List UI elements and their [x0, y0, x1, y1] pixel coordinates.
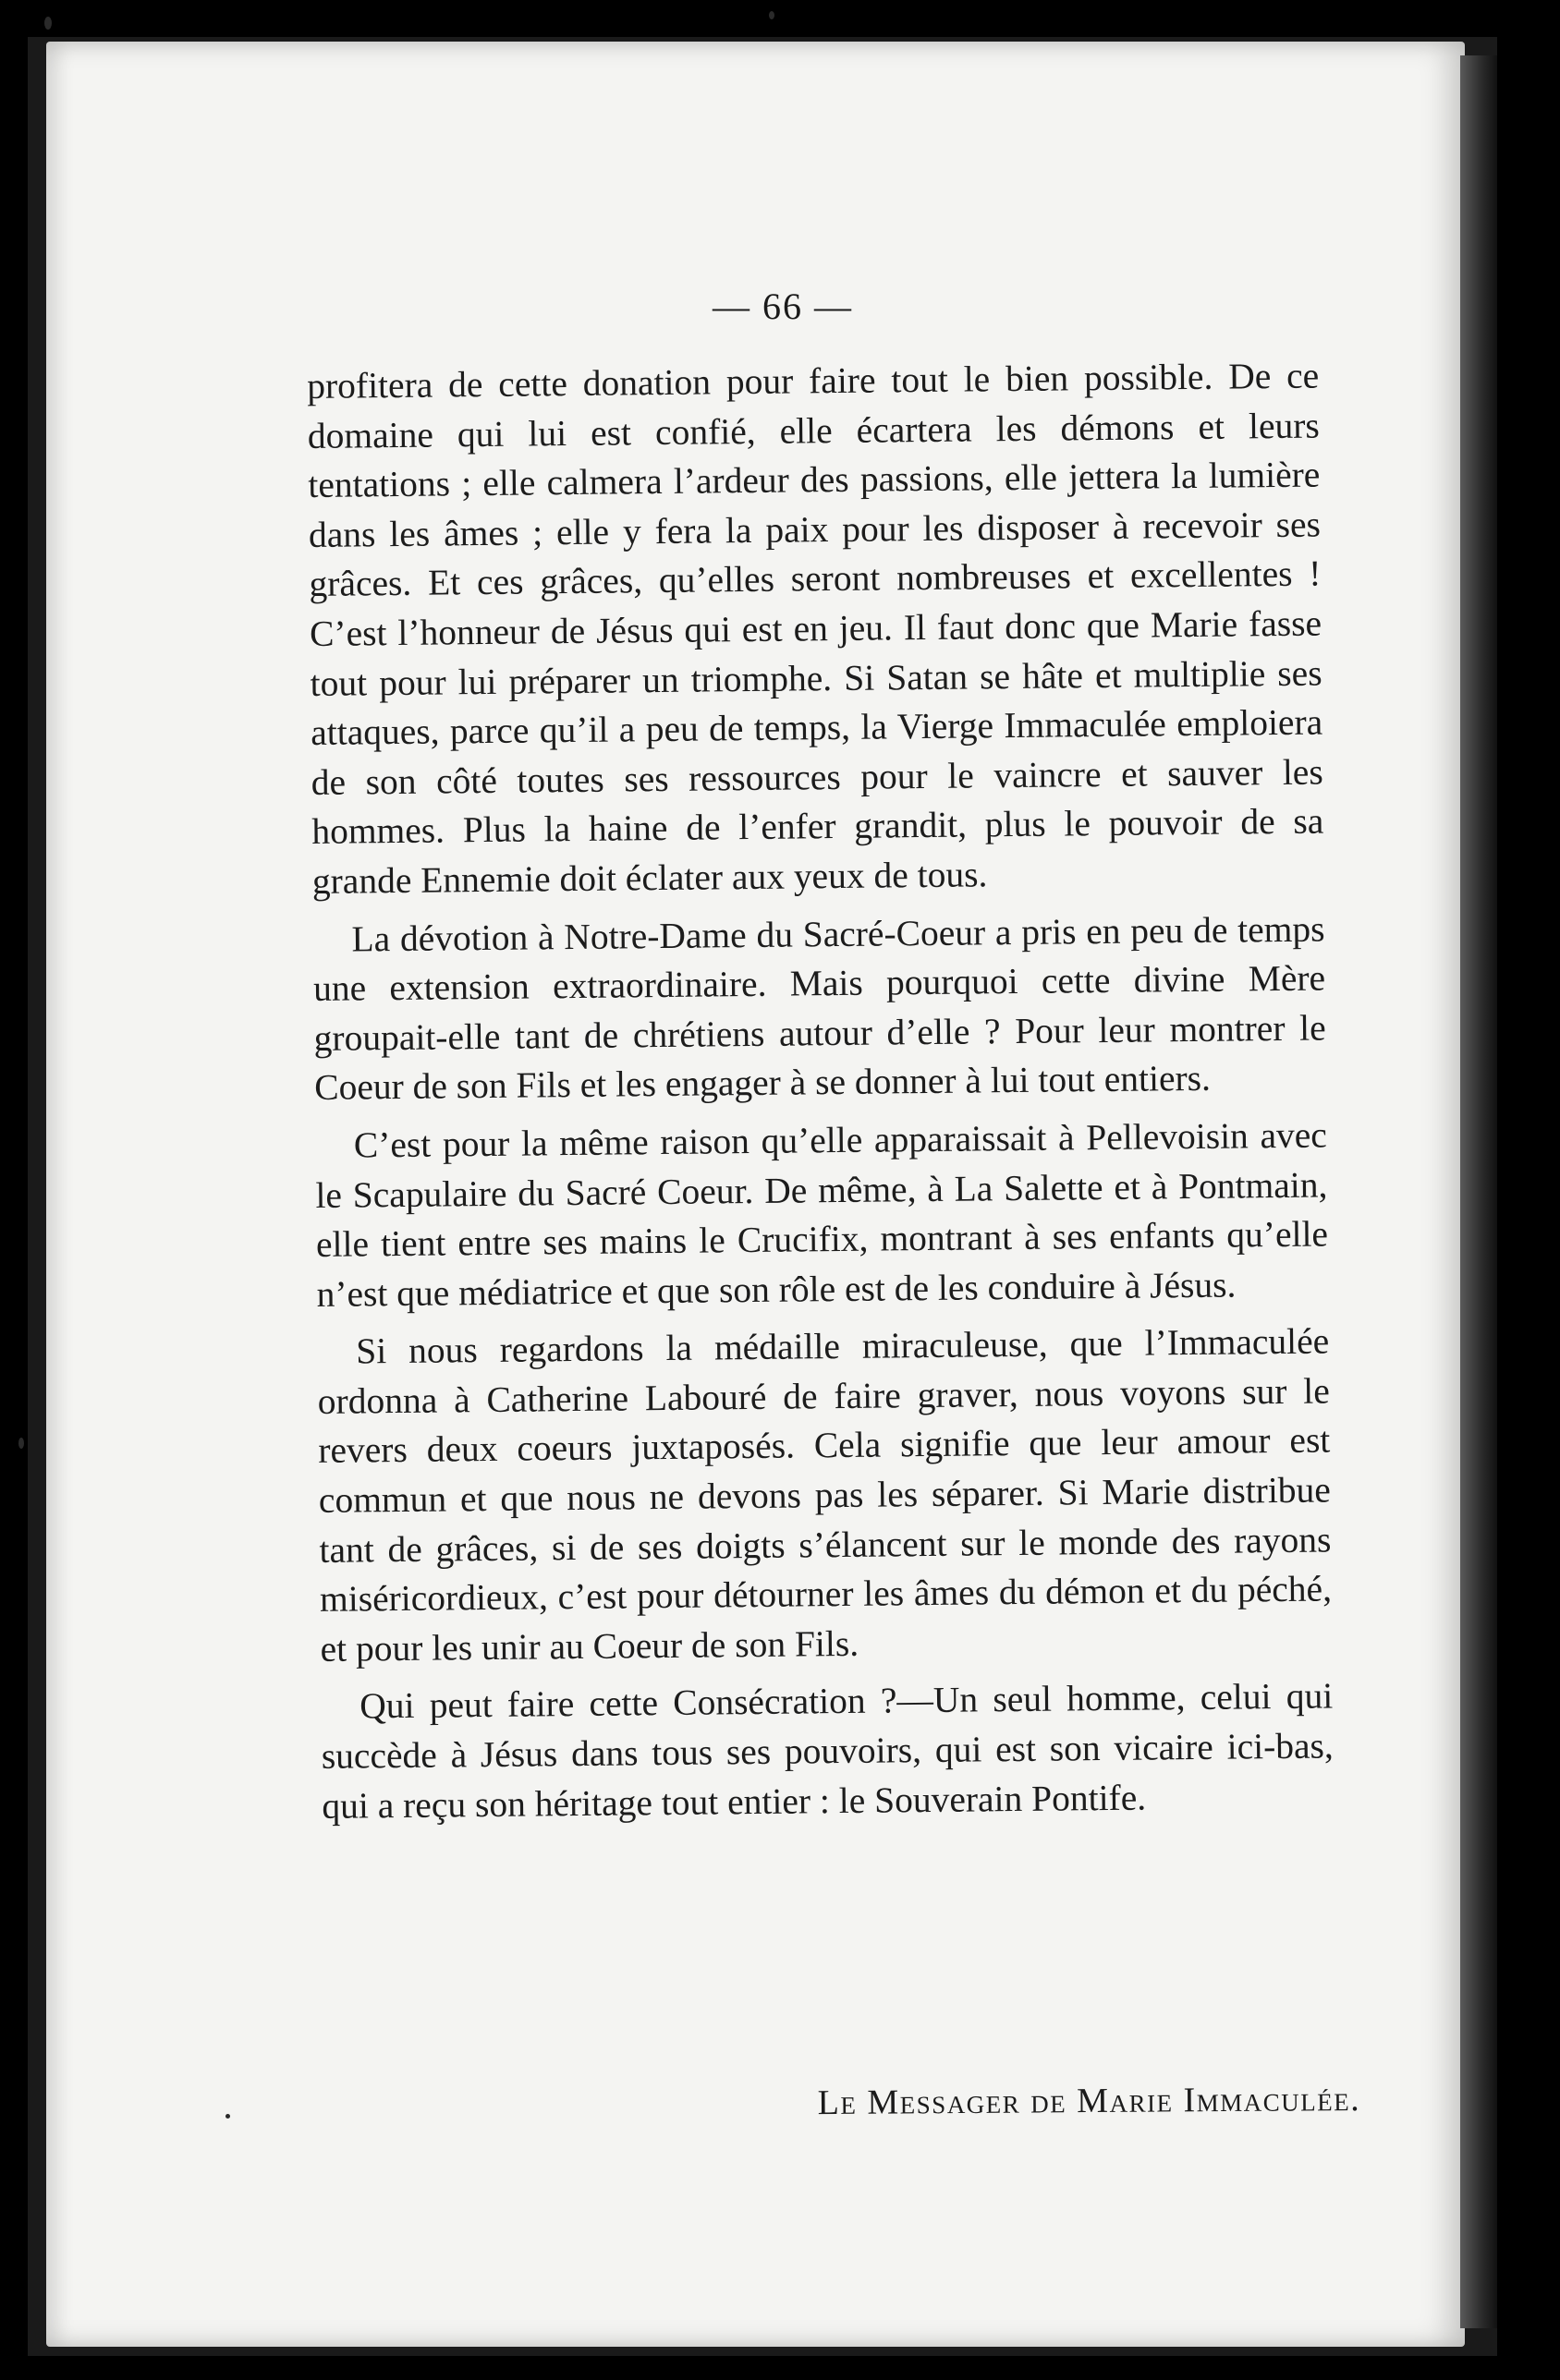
scan-speck: [18, 1438, 24, 1449]
scan-speck: [44, 17, 52, 30]
signature: Le Messager de Marie Immaculée.: [817, 2080, 1361, 2123]
paragraph: Qui peut faire cette Consécration ?—Un seul homme, celui qui succède à Jésus dans tous ses pouvoirs, qui est son vicaire ici-bas, qui a reçu son héritage tout entier : le Souverain Pontife.: [321, 1675, 1334, 1827]
paragraph: C’est pour la même raison qu’elle apparaissait à Pellevoisin avec le Scapulaire du Sacré Coeur. De même, à La Salette et à Pontmain, elle tient entre ses mains le Crucifix, montrant à ses enfants qu’elle n’est que médiatrice et que son rôle est de les conduire à Jésus.: [315, 1114, 1329, 1315]
scan-speck: [769, 11, 774, 19]
paragraph: Si nous regardons la médaille miraculeuse, que l’Immaculée ordonna à Catherine Labouré de faire graver, nous voyons sur le revers deux coeurs juxtaposés. Cela signifie que leur amour est commun et que nous ne devons pas les séparer. Si Marie distribue tant de grâces, si de ses doigts s’élancent sur le monde des rayons miséricordieux, c’est pour détourner les âmes du démon et du péché, et pour les unir au Coeur de son Fils.: [317, 1320, 1333, 1670]
scan-speck: [225, 2114, 230, 2119]
page-number: — 66 —: [713, 285, 853, 327]
paragraph: La dévotion à Notre-Dame du Sacré-Coeur a pris en peu de temps une extension extraordinaire. Mais pourquoi cette divine Mère groupait-elle tant de chrétiens autour d’elle ? Pour leur montrer le Coeur de son Fils et les engager à se donner à lui tout entiers.: [312, 908, 1326, 1109]
body-text: [307, 352, 1335, 1840]
paragraph: profitera de cette donation pour faire tout le bien possible. De ce domaine qui lui est confié, elle écartera les démons et leurs tentations ; elle calmera l’ardeur des passions, elle jettera la lumière dans les âmes ; elle y fera la paix pour les disposer à recevoir ses grâces. Et ces grâces, qu’elles seront nombreuses et excellentes ! C’est l’honneur de Jésus qui est en jeu. Il faut donc que Marie fasse tout pour lui préparer un triomphe. Si Satan se hâte et multiplie ses attaques, parce qu’il a peu de temps, la Vierge Immaculée emploiera de son côté toutes ses ressources pour le vaincre et sauver les hommes. Plus la haine de l’enfer grandit, plus le pouvoir de sa grande Ennemie doit éclater aux yeux de tous.: [307, 355, 1324, 902]
page-edge: [1460, 55, 1497, 2328]
